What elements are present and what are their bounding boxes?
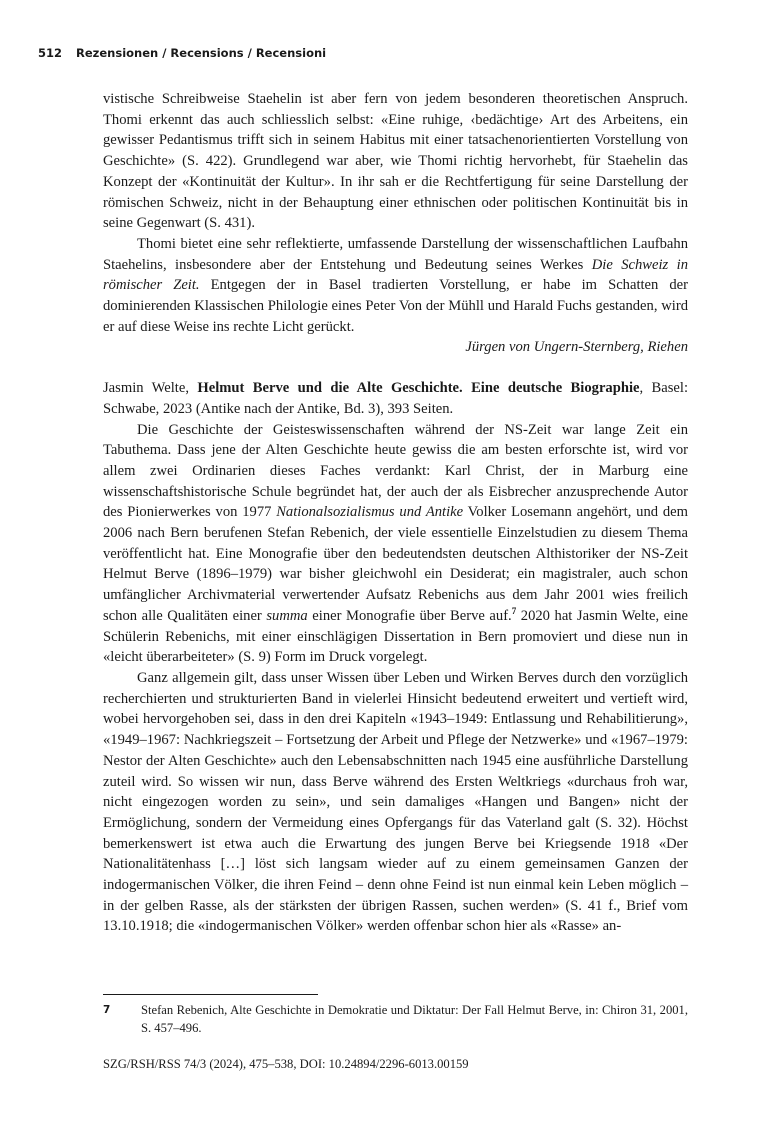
footnote-divider — [103, 994, 318, 995]
citation-author: Jasmin Welte, — [103, 380, 198, 397]
text-run: Volker Losemann angehört, und dem 2006 nach Bern berufenen Stefan Rebenich, der viele essentielle Einzelstudien zu diesem Thema veröffentlicht hat. Eine Monografie über den bedeutendsten deutschen Althistoriker der NS-Zeit Helmut Berve (1896–1979) war bisher gleichwohl ein Desiderat; ein magistraler, auch schon umfänglicher Archivmaterial verwertender Aufsatz Rebenichs aus dem Jahr 2001 wies freilich schon alle Qualitäten einer — [103, 504, 688, 624]
text-run: Entgegen der in Basel tradierten Vorstellung, er habe im Schatten der dominierenden Klassischen Philologie eines Peter Von der Mühll und Harald Fuchs gestanden, wird er auf diese Weise ins rechte Licht gerückt. — [103, 277, 688, 335]
journal-citation-footer: SZG/RSH/RSS 74/3 (2024), 475–538, DOI: 10.24894/2296-6013.00159 — [103, 1057, 469, 1071]
footnote — [103, 1001, 688, 1037]
review1-paragraph-2 — [103, 234, 688, 338]
text-run: Thomi bietet eine sehr reflektierte, umfassende Darstellung der wissenschaftlichen Laufbahn Staehelins, insbesondere aber der Entstehung und Bedeutung seines Werkes — [103, 235, 688, 273]
text-run: Die Geschichte der Geisteswissenschaften während der NS-Zeit war lange Zeit ein Tabuthema. Dass jene der Alten Geschichte heute gewiss die am besten erforschte ist, wird vor allem zwei Ordinarien dieses Faches verdankt: Karl Christ, der in Marburg eine wissenschaftshistorische Schule begründet hat, der auch der als Eisbrecher anzusprechende Autor des Pionierwerkes von 1977 — [103, 421, 688, 521]
review2-paragraph-1 — [103, 420, 688, 668]
page-number: 512 — [38, 46, 63, 60]
italic-term: summa — [266, 607, 308, 624]
footnote-number: 7 — [103, 1004, 111, 1016]
review2-paragraph-2: Ganz allgemein gilt, dass unser Wissen über Leben und Wirken Berves durch den vorzüglich recherchierten und strukturierten Band in vielerlei Hinsicht bedeutend erweitert und vertieft wird, wobei hervorgehoben sei, dass in den drei Kapiteln «1943–1949: Entlassung und Rehabilitierung», «1949–1967: Nachkriegszeit – Fortsetzung der Arbeit und Pflege der Netzwerke» und «1967–1979: Nestor der Alten Geschichte» auch den Lebensabschnitten nach 1945 eine ausführliche Darstellung zuteil wird. So wissen wir nun, dass Berve während des Ersten Weltkriegs «durchaus froh war, nicht eingezogen worden zu sein», und sein damaliges «Hangen und Bangen» nicht der Ermöglichung, sondern der Vermeidung eines Opfergangs für das Vaterland galt (S. 32). Höchst bemerkenswert ist etwa auch die Erwartung des jungen Berve bei Kriegsende 1918 «Der Nationalitätenhass […] löst sich langsam wieder auf zu einem gemeinsamen Ganzen der indogermanischen Völker, die ihren Feind – denn ohne Feind ist nun einmal kein Leben möglich – in der gelben Rasse, als der stärksten der übrigen Rassen, suchen werden» (S. 41 f., Brief vom 13.10.1918; die «indogermanischen Völker» werden offenbar schon hier als «Rasse» an- — [103, 669, 688, 935]
text-run: einer Monografie über Berve auf. — [307, 607, 512, 624]
book-title: Die Schweiz in römischer Zeit. — [103, 256, 688, 294]
page-body — [103, 89, 688, 937]
footnote-text: Stefan Rebenich, Alte Geschichte in Demokratie und Diktatur: Der Fall Helmut Berve, in: Chiron 31, 2001, S. 457–496. — [141, 1003, 688, 1035]
footnote-reference[interactable]: 7 — [511, 606, 517, 617]
section-gap — [103, 358, 688, 378]
citation-title: Helmut Berve und die Alte Geschichte. Eine deutsche Biographie — [197, 380, 640, 397]
running-header — [38, 46, 326, 60]
reviewer-signature: Jürgen von Ungern-Sternberg, Riehen — [465, 339, 688, 356]
running-title: Rezensionen / Recensions / Recensioni — [76, 46, 327, 60]
citation-details: , Basel: Schwabe, 2023 (Antike nach der Antike, Bd. 3), 393 Seiten. — [103, 380, 689, 417]
text-run: 2020 hat Jasmin Welte, eine Schülerin Rebenichs, mit einer einschlägigen Dissertation in Bern promoviert und diese nun in «leicht überarbeiteter» (S. 9) Form im Druck vorgelegt. — [103, 607, 688, 666]
review2-citation — [103, 378, 688, 419]
review1-paragraph-1: vistische Schreibweise Staehelin ist aber fern von jedem besonderen theoretischen Anspruch. Thomi erkennt das auch schliesslich selbst: «Eine ruhige, ‹bedächtige› Art des Arbeitens, ein gewisser Pedantismus trifft sich in seinem Habitus mit einer tatsachenorientierten Vorstellung von Geschichte» (S. 422). Grundlegend war aber, wie Thomi richtig hervorhebt, für Staehelin das Konzept der «Kontinuität der Kultur». In ihr sah er die Rechtfertigung für seine Darstellung der römischen Schweiz, nicht in der Behauptung einer ethnischen oder politischen Kontinuität bis in seine Gegenwart (S. 431). — [103, 91, 688, 232]
book-title: Nationalsozialismus und Antike — [276, 504, 464, 521]
